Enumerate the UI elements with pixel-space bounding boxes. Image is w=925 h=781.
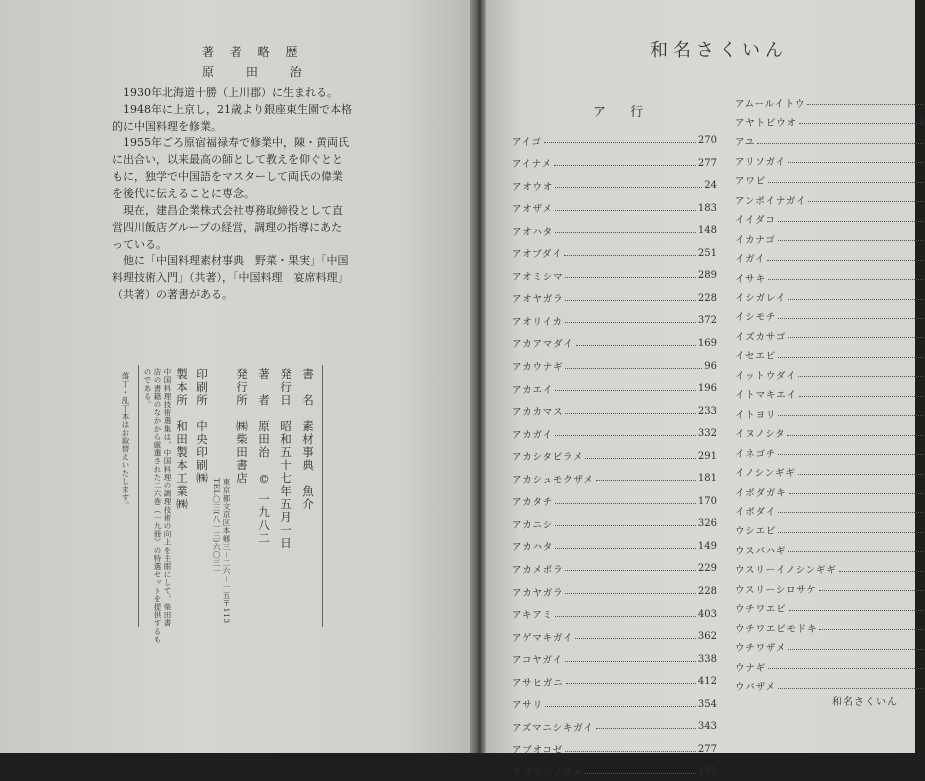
entry-name: アオハタ [512,226,553,238]
entry-name: ウスリーシロサケ [735,584,817,596]
entry-name: イガイ [735,254,766,266]
index-entry [735,307,925,326]
entry-name: ウスリーイノシンギギ [735,565,837,577]
leader-dots [778,688,923,689]
index-entry [512,154,717,173]
leader-dots [788,551,923,552]
index-entry [735,540,925,559]
index-entry [735,288,925,307]
index-entry [735,579,925,598]
entry-name: イシガレイ [735,293,787,304]
index-entry [512,672,717,691]
index-entry [735,482,925,501]
entry-name: ウナギ [735,662,766,674]
entry-name: イボダガキ [735,487,787,499]
index-entry [735,404,925,423]
leader-dots [555,616,696,617]
entry-page: 148 [697,225,717,237]
index-entry [512,514,717,533]
entry-name: アカシュモクザメ [512,474,594,486]
leader-dots [555,503,696,504]
entry-name: イノシンギギ [735,468,796,480]
index-entry [735,443,925,462]
entry-name: アカアマダイ [512,339,574,351]
entry-name: イネゴチ [735,448,777,460]
leader-dots [807,104,923,105]
leader-dots [767,260,923,261]
index-entry [735,210,925,229]
entry-name: アオウオ [512,181,554,193]
index-entry [735,385,925,404]
entry-page: 343 [697,721,717,733]
index-entry [512,605,717,624]
colophon-title: 書 名 素材事典 魚介 [301,368,315,511]
colophon-printer: 印刷所 中央印刷㈱ [195,368,209,485]
entry-name: アオザメ [512,204,553,216]
entry-name: アオミシマ [512,271,564,283]
entry-name: イボダイ [735,506,777,518]
leader-dots [789,610,923,611]
index-entry [735,268,925,287]
index-entry [512,289,717,308]
index-entry [512,379,717,398]
leader-dots [555,548,696,549]
publisher-tel: TEL〇三(八一三)六〇三一 [212,478,221,576]
entry-name: アカカマス [512,407,564,419]
leader-dots [565,661,696,662]
entry-name: アカメボラ [512,564,564,576]
colophon-binder: 製本所 和田製本工業㈱ [175,368,189,511]
leader-dots [555,525,696,526]
index-entry [512,762,717,781]
series-note: のである。 [143,368,152,409]
entry-name: イズカサゴ [735,331,787,343]
leader-dots [839,571,923,572]
index-entry [735,599,925,618]
leader-dots [596,480,696,481]
leader-dots [778,240,923,241]
colophon-author: 著 者 原田治 © 一九八二 [257,368,271,545]
leader-dots [789,493,923,494]
entry-name: アリソガイ [735,156,786,168]
entry-name: ウチワエビ [735,604,787,616]
entry-page: 277 [697,157,717,169]
index-entry [512,221,717,240]
entry-name: アブオコゼ [512,745,564,757]
index-entry [735,501,925,520]
index-entry [735,424,925,443]
entry-name: イサキ [735,273,766,285]
colophon-date: 発行日 昭和五十七年五月一日 [279,368,293,550]
index-entry [735,151,925,170]
entry-name: アサヒガニ [512,677,564,689]
leader-dots [585,773,696,774]
entry-page: 170 [697,495,717,507]
bio-paragraph: 1948年に上京し，21歳より銀座東生園で本格的に中国料理を修業。 [112,103,352,133]
leader-dots [768,668,923,669]
entry-page: 277 [697,743,717,755]
index-entry [735,560,925,579]
bio-title: 著 者 略 歴 [202,45,304,59]
index-entry [512,469,717,488]
entry-page: 196 [697,383,717,395]
leader-dots [555,187,702,188]
leader-dots [808,201,923,202]
index-entry [735,657,925,676]
index-entry [735,112,925,131]
leader-dots [565,570,696,571]
entry-name: アオブダイ [512,249,563,261]
index-entry [735,521,925,540]
leader-dots [544,142,696,143]
entry-name: イトマキエイ [735,390,797,402]
index-entry [735,132,925,151]
publisher-address: 東京都文京区本郷三－二六－一五〒113 [222,478,231,624]
leader-dots [799,123,917,124]
entry-name: イカナゴ [735,234,776,246]
leader-dots [778,512,923,513]
entry-page: 403 [697,608,717,620]
entry-page: 228 [697,586,717,597]
index-entry [512,311,717,330]
entry-name: アオリイカ [512,316,563,328]
leader-dots [545,706,696,707]
entry-name: アゲマキガイ [512,632,574,644]
entry-name: イットウダイ [735,370,797,382]
entry-name: アイナメ [512,159,552,171]
index-entry [512,176,717,195]
leader-dots [768,279,923,280]
series-note: 店の書籍のなかから厳選された二六巻（一九冊）の特選セットを提供するも [153,368,162,644]
entry-page: 96 [704,360,717,372]
entry-page: 354 [697,698,717,710]
leader-dots [576,345,696,346]
entry-page: 362 [697,631,717,643]
bio-paragraph: 現在，建昌企業株式会社専務取締役として直営四川飯店グループの経営，調理の指導にあたっている。 [112,204,343,251]
entry-name: アカハタ [512,542,554,554]
leader-dots [788,299,923,300]
entry-name: ウチワエビモドキ [735,623,818,635]
entry-page: 332 [697,428,717,440]
leader-dots [596,728,696,729]
leader-dots [565,277,696,278]
index-entry [735,326,925,345]
leader-dots [566,683,696,684]
entry-page: 191 [697,766,717,778]
index-entry [735,618,925,637]
index-entry [512,559,717,578]
leader-dots [788,337,923,338]
index-entry [512,266,717,285]
entry-name: アサリ [512,700,543,712]
leader-dots [798,376,923,377]
entry-page: 251 [697,247,717,259]
bio-paragraph: 1930年北海道十勝（上川郡）に生まれる。 [123,86,338,99]
entry-page: 291 [697,450,717,462]
entry-page: 2 [918,116,925,128]
entry-name: ウチワザメ [735,643,787,655]
leader-dots [788,649,923,650]
replacement-notice: 落丁・乱丁本はお取替えいたします。 [121,372,130,510]
entry-name: アコヤガイ [512,655,563,667]
entry-name: アイゴ [512,136,542,148]
entry-name: イセエビ [735,351,776,363]
leader-dots [554,165,696,166]
entry-name: アブラツノザメ [512,767,584,779]
bio-paragraph: 1955年ごろ原宿福禄寿で修業中，陳・黄両氏に出合い，以来最高の師として教えを仰ぐとともに，独学で中国語をマスターして両氏の偉業を後代に伝えることに専念。 [112,136,349,200]
entry-name: イヌノシタ [735,429,786,441]
leader-dots [565,322,696,323]
entry-name: アズマニシキガイ [512,722,594,734]
leader-dots [778,415,923,416]
index-entry [735,93,925,112]
leader-dots [798,474,923,475]
index-entry [512,740,717,759]
leader-dots [565,593,696,594]
entry-name: アカエイ [512,384,554,396]
leader-dots [555,390,696,391]
entry-page: 228 [697,292,717,304]
index-entry [735,171,925,190]
entry-page: 372 [697,315,717,327]
leader-dots [788,162,923,163]
leader-dots [778,221,923,222]
leader-dots [757,143,923,144]
index-entry [735,463,925,482]
leader-dots [565,413,696,414]
entry-page: 326 [697,518,717,530]
entry-name: イトヨリ [735,409,777,421]
entry-name: ウバザメ [735,682,776,693]
entry-page: 233 [697,405,717,417]
entry-name: イイダコ [735,215,776,227]
index-entry [512,537,717,556]
entry-page: 169 [697,337,717,349]
series-note: 中国料理技術選集は，中国料理の調理技術の向上を主眼にして，柴田書 [163,368,172,628]
index-entry [512,717,717,736]
entry-page: 412 [697,676,717,688]
entry-name: アンボイナガイ [735,195,807,207]
leader-dots [565,300,696,301]
entry-name: イシモチ [735,312,777,324]
entry-page: 149 [697,540,717,552]
entry-name: アカタチ [512,497,554,509]
leader-dots [555,232,696,233]
index-entry [512,492,717,511]
leader-dots [778,454,923,455]
index-entry [512,357,717,376]
entry-page: 338 [697,653,717,665]
leader-dots [778,532,923,533]
entry-page: 289 [697,270,717,282]
colophon-border-left [138,365,139,627]
index-entry [512,131,717,150]
index-entry [512,334,717,353]
entry-name: アカシタビラメ [512,452,584,464]
entry-name: アカウナギ [512,362,564,373]
index-entry [735,249,925,268]
leader-dots [799,396,923,397]
entry-page: 183 [697,202,717,214]
leader-dots [555,435,696,436]
index-entry [512,447,717,466]
entry-page: 181 [697,473,717,485]
index-entry [735,365,925,384]
colophon-border-right [322,365,323,627]
leader-dots [585,458,696,459]
leader-dots [768,182,923,183]
index-entry [735,346,925,365]
leader-dots [555,210,696,211]
index-entry [735,229,925,248]
entry-name: アキアミ [512,610,553,622]
leader-dots [819,590,923,591]
entry-name: ウシエビ [735,526,777,538]
page-footer: 和名さくいん [832,697,898,708]
entry-page: 24 [704,180,717,192]
index-entry [512,244,717,263]
index-entry [512,402,717,421]
index-entry [512,199,717,218]
colophon-publisher: 発行所 ㈱柴田書店 [235,368,249,485]
entry-name: アカガイ [512,429,553,441]
index-entry [735,638,925,657]
leader-dots [778,357,923,358]
index-entry [512,650,717,669]
index-entry [512,424,717,443]
author-name: 原 田 治 [202,65,316,79]
leader-dots [565,368,702,369]
index-entry [512,582,717,601]
entry-name: アワビ [735,176,766,188]
entry-name: アカニシ [512,519,554,531]
entry-name: アムールイトウ [735,98,806,110]
book-gutter [470,0,486,753]
entry-name: アユ [735,137,756,149]
entry-page: 229 [697,563,717,575]
index-entry [735,190,925,209]
section-heading: ア 行 [593,105,654,120]
leader-dots [819,629,923,630]
leader-dots [575,638,696,639]
entry-name: ウスバハギ [735,545,787,557]
bio-paragraph: 他に「中国料理素材事典 野菜・果実」「中国料理技術入門」（共著），「中国料理 宴席料理」（共著）の著書がある。 [112,254,349,301]
entry-name: アオヤガラ [512,294,564,306]
index-heading: 和名さくいん [650,40,788,61]
entry-name: アカヤガラ [512,587,564,599]
leader-dots [564,255,696,256]
leader-dots [565,751,696,752]
entry-name: アヤトビウオ [735,117,797,129]
index-entry [512,695,717,714]
leader-dots [778,318,923,319]
entry-page: 270 [697,135,717,146]
index-entry [512,627,717,646]
leader-dots [787,435,923,436]
